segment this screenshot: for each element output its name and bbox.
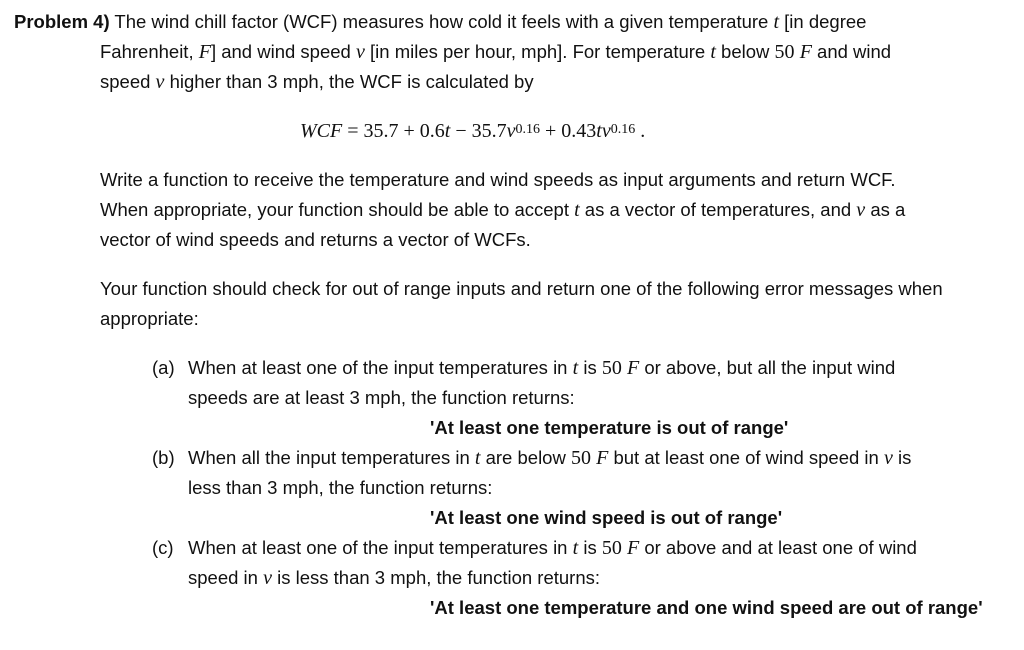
case-text: or above, but all the input wind <box>639 357 896 378</box>
formula-lhs: WCF <box>300 120 343 142</box>
intro-text: [in degree <box>779 11 867 32</box>
intro-text: and wind <box>811 41 892 62</box>
var-F: F <box>198 41 211 63</box>
formula-var-t: t <box>444 120 451 142</box>
intro-line-3 <box>100 69 534 95</box>
formula-part: = 35.7 + 0.6 <box>342 120 445 142</box>
var-F: F <box>596 447 609 469</box>
case-b-message <box>430 505 782 531</box>
case-b-line-2 <box>188 475 492 501</box>
case-label: (c) <box>152 537 174 558</box>
para2-line-3 <box>100 227 531 253</box>
var-v: v <box>263 567 272 589</box>
case-text: When all the input temperatures in <box>188 447 475 468</box>
var-t: t <box>710 41 716 63</box>
case-a-line-1 <box>188 355 895 381</box>
intro-text: ] and wind speed <box>210 41 356 62</box>
var-F: F <box>626 537 640 559</box>
intro-text: higher than 3 mph, the WCF is calculated by <box>164 71 534 92</box>
intro-text: Fahrenheit, <box>100 41 199 62</box>
case-b-line-1 <box>188 445 911 471</box>
formula-part: − 35.7 <box>450 120 507 142</box>
case-text: or above and at least one of wind <box>639 537 917 558</box>
formula-var-tv: tv <box>596 120 611 142</box>
case-c-label <box>152 535 174 561</box>
intro-text: The wind chill factor (WCF) measures how cold it feels with a given temperature <box>109 11 774 32</box>
para3-text: Your function should check for out of range inputs and return one of the following error messages when <box>100 278 943 299</box>
wcf-formula <box>300 118 645 147</box>
var-t: t <box>773 11 780 33</box>
case-text: speed in <box>188 567 264 588</box>
case-c-message <box>430 595 983 621</box>
case-a-label <box>152 355 175 381</box>
problem-label: Problem 4) <box>14 11 110 32</box>
para3-text: appropriate: <box>100 308 199 329</box>
case-text: is less than 3 mph, the function returns: <box>271 567 601 588</box>
case-text: When at least one of the input temperatures in <box>188 357 573 378</box>
number-50: 50 <box>601 357 622 379</box>
para2-text: as a <box>865 199 906 220</box>
case-c-line-1 <box>188 535 917 561</box>
number-50: 50 <box>601 537 622 559</box>
number-50: 50 <box>570 447 591 469</box>
var-F: F <box>626 357 640 379</box>
para3-line-1 <box>100 276 943 302</box>
error-message: 'At least one temperature and one wind speed are out of range' <box>430 597 983 618</box>
case-label: (a) <box>152 357 175 378</box>
formula-var-v: v <box>506 120 516 142</box>
number-50: 50 <box>774 41 795 63</box>
case-c-line-2 <box>188 565 600 591</box>
var-t: t <box>474 447 481 469</box>
para2-line-2 <box>100 197 905 223</box>
para3-line-2 <box>100 306 199 332</box>
para2-text: Write a function to receive the temperature and wind speeds as input arguments and return WCF. <box>100 169 896 190</box>
intro-text: below <box>715 41 775 62</box>
case-text: is <box>578 357 602 378</box>
para2-text: When appropriate, your function should be able to accept <box>100 199 575 220</box>
case-text: are below <box>480 447 571 468</box>
error-message: 'At least one temperature is out of range' <box>430 417 789 438</box>
case-text: less than 3 mph, the function returns: <box>188 477 493 498</box>
var-v: v <box>355 41 365 63</box>
var-v: v <box>883 447 893 469</box>
intro-text: [in miles per hour, mph]. For temperature <box>364 41 711 62</box>
var-t: t <box>572 537 579 559</box>
var-F: F <box>799 41 812 63</box>
case-a-line-2 <box>188 385 575 411</box>
intro-line-1 <box>14 9 866 35</box>
case-text: but at least one of wind speed in <box>608 447 884 468</box>
formula-exponent: 0.16 <box>610 122 636 137</box>
var-t: t <box>574 199 580 221</box>
formula-exponent: 0.16 <box>515 122 541 137</box>
case-text: speeds are at least 3 mph, the function returns: <box>188 387 575 408</box>
case-b-label <box>152 445 175 471</box>
case-text: is <box>892 447 912 468</box>
var-v: v <box>155 71 165 93</box>
para2-text: vector of wind speeds and returns a vector of WCFs. <box>100 229 531 250</box>
para2-text: as a vector of temperatures, and <box>579 199 857 220</box>
case-text: When at least one of the input temperatures in <box>188 537 573 558</box>
case-label: (b) <box>152 447 175 468</box>
var-v: v <box>856 199 866 221</box>
intro-line-2 <box>100 39 891 65</box>
var-t: t <box>572 357 579 379</box>
error-message: 'At least one wind speed is out of range' <box>430 507 783 528</box>
case-text: is <box>578 537 602 558</box>
intro-text: speed <box>100 71 156 92</box>
para2-line-1 <box>100 167 896 193</box>
formula-end: . <box>635 120 646 142</box>
formula-part: + 0.43 <box>540 120 597 142</box>
case-a-message <box>430 415 788 441</box>
